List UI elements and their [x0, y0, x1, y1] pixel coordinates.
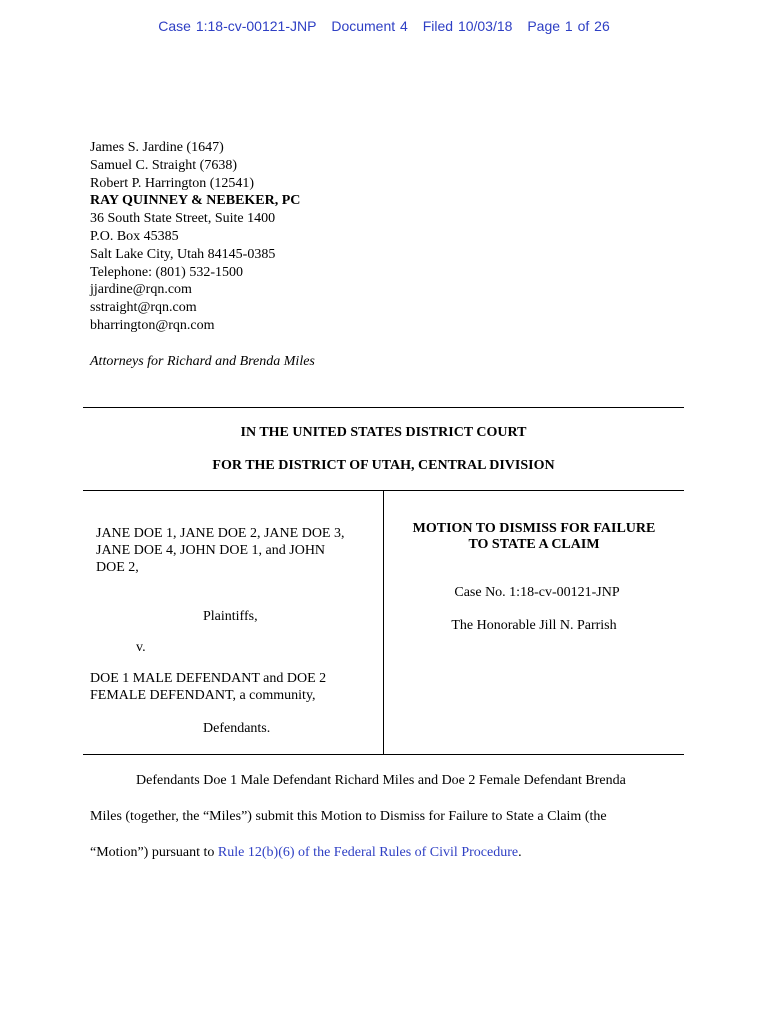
firm-street-address: 36 South State Street, Suite 1400	[90, 211, 276, 227]
body-text-segment: “Motion”) pursuant to	[90, 845, 218, 860]
law-firm-name: RAY QUINNEY & NEBEKER, PC	[90, 193, 301, 209]
header-page-count: Page 1 of 26	[527, 18, 610, 34]
body-paragraph-line: Miles (together, the “Miles”) submit this Motion to Dismiss for Failure to State a Claim (the	[90, 809, 607, 824]
court-name: IN THE UNITED STATES DISTRICT COURT	[240, 425, 527, 440]
plaintiffs-names	[96, 525, 381, 576]
defendants-names-line: DOE 1 MALE DEFENDANT and DOE 2	[90, 671, 327, 686]
attorneys-for-line: Attorneys for Richard and Brenda Miles	[90, 354, 315, 369]
attorney-name: James S. Jardine (1647)	[90, 140, 224, 155]
body-text-segment: .	[518, 845, 522, 860]
attorney-email: sstraight@rqn.com	[90, 300, 197, 316]
body-paragraph-line	[90, 844, 680, 862]
motion-body	[90, 772, 680, 862]
header-case-number: Case 1:18-cv-00121-JNP	[158, 18, 317, 34]
body-paragraph-line: Defendants Doe 1 Male Defendant Richard Miles and Doe 2 Female Defendant Brenda	[136, 773, 626, 788]
header-filed-date: Filed 10/03/18	[422, 18, 513, 34]
ecf-header	[0, 18, 768, 34]
motion-title	[384, 521, 684, 553]
firm-city-state-zip: Salt Lake City, Utah 84145-0385	[90, 246, 276, 262]
defendants-names	[90, 670, 375, 704]
caption-bottom-rule	[83, 754, 684, 755]
case-number: Case No. 1:18-cv-00121-JNP	[454, 585, 620, 600]
versus-label: v.	[136, 640, 146, 655]
motion-title-line: TO STATE A CLAIM	[468, 537, 600, 552]
header-document-number: Document 4	[331, 18, 408, 34]
rule-citation-link[interactable]: Rule 12(b)(6) of the Federal Rules of Civil Procedure	[217, 845, 519, 860]
attorney-email: jjardine@rqn.com	[90, 282, 192, 298]
court-division: FOR THE DISTRICT OF UTAH, CENTRAL DIVISION	[212, 458, 555, 473]
firm-po-box: P.O. Box 45385	[90, 228, 179, 244]
attorney-email: bharrington@rqn.com	[90, 317, 215, 333]
attorney-name: Robert P. Harrington (12541)	[90, 175, 255, 191]
assigned-judge: The Honorable Jill N. Parrish	[451, 618, 617, 633]
defendants-label: Defendants.	[203, 721, 271, 736]
counsel-block	[90, 139, 300, 335]
attorney-name: Samuel C. Straight (7638)	[90, 157, 237, 173]
firm-telephone: Telephone: (801) 532-1500	[90, 264, 243, 280]
plaintiffs-names-line: DOE 2,	[96, 560, 139, 575]
motion-title-line: MOTION TO DISMISS FOR FAILURE	[412, 521, 656, 536]
plaintiffs-names-line: JANE DOE 1, JANE DOE 2, JANE DOE 3,	[96, 526, 345, 541]
plaintiffs-label: Plaintiffs,	[203, 609, 258, 624]
plaintiffs-names-line: JANE DOE 4, JOHN DOE 1, and JOHN	[96, 543, 326, 558]
caption-top-rule	[83, 407, 684, 408]
defendants-names-line: FEMALE DEFENDANT, a community,	[90, 688, 316, 703]
